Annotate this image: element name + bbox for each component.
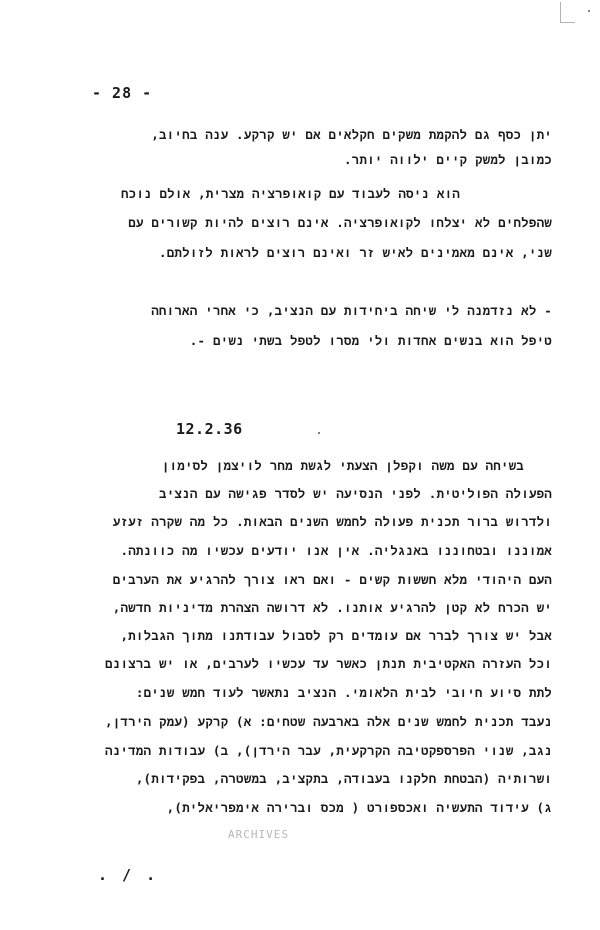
scan-speck	[318, 432, 320, 434]
text-line: העם היהודי מלא חששות קשים - ואם ראו צורך להרגיע את הערבים	[112, 572, 552, 587]
text-line: לתת סיוע חיובי לבית הלאומי. הנציב נתאשר לעוד חמש שנים:	[135, 685, 552, 700]
text-line: כמובן למשק קיים ילווה יותר.	[343, 152, 552, 167]
text-line: הפעולה הפוליטית. לפני הנסיעה יש לסדר פגישה עם הנציב	[159, 486, 552, 501]
text-line: - לא נזדמנה לי שיחה ביחידות עם הנציב, כי אחרי הארוחה	[151, 303, 552, 318]
text-line: אבל יש צורך לברר אם עומדים רק לסבול עבודתנו מתוך הגבלות,	[120, 628, 552, 643]
archive-stamp: ARCHIVES	[228, 828, 289, 841]
page-number: - 28 -	[92, 84, 153, 102]
text-line: יש הכרח לא קטן להרגיע אותנו. לא דרושה הצהרת מדיניות חדשה,	[112, 600, 552, 615]
text-line: ולדרוש ברור תכנית פעולה לחמש השנים הבאות. כל מה שקרה זעזע	[112, 514, 552, 529]
text-line: ושרותיה (הבטחת חלקנו בעבודה, בתקציב, במשטרה, בפקידות),	[135, 771, 552, 786]
text-line: וכל העזרה האקטיבית תנתן כאשר עד עכשיו לערבים, או יש ברצונם	[105, 656, 552, 671]
text-line: טיפל הוא בנשים אחדות ולי מסרו לטפל בשתי נשים -.	[189, 333, 552, 348]
text-line: אמוננו ובטחוננו באנגליה. אין אנו יודעים עכשיו מה כוונתה.	[120, 543, 552, 558]
scan-speck	[588, 10, 590, 12]
text-line: נעבד תכנית לחמש שנים אלה בארבעה שטחים: א) קרקע (עמק הירדן,	[104, 714, 552, 729]
text-line: שהפלחים לא יצלחו לקואופרציה. אינם רוצים להיות קשורים עם	[128, 215, 552, 230]
text-line: ג) עידוד התעשיה ואכספורט ( מכס וברירה אימפריאלית),	[166, 800, 552, 815]
continuation-mark: . / .	[98, 866, 159, 884]
entry-date: 12.2.36	[176, 420, 243, 438]
scan-corner-mark	[560, 2, 575, 23]
text-line: הוא ניסה לעבוד עם קואופרציה מצרית, אולם נוכח	[120, 186, 460, 201]
text-line: בשיחה עם משה וקפלן הצעתי לגשת מחר לויצמן לסימון	[161, 458, 524, 473]
text-line: יתן כסף גם להקמת משקים חקלאים אם יש קרקע. ענה בחיוב,	[151, 127, 552, 142]
text-line: שני, אינם מאמינים לאיש זר ואינם רוצים לראות לזולתם.	[158, 245, 552, 260]
text-line: נגב, שנוי הפרספקטיבה הקרקעית, עבר הירדן), ב) עבודות המדינה	[105, 743, 552, 758]
